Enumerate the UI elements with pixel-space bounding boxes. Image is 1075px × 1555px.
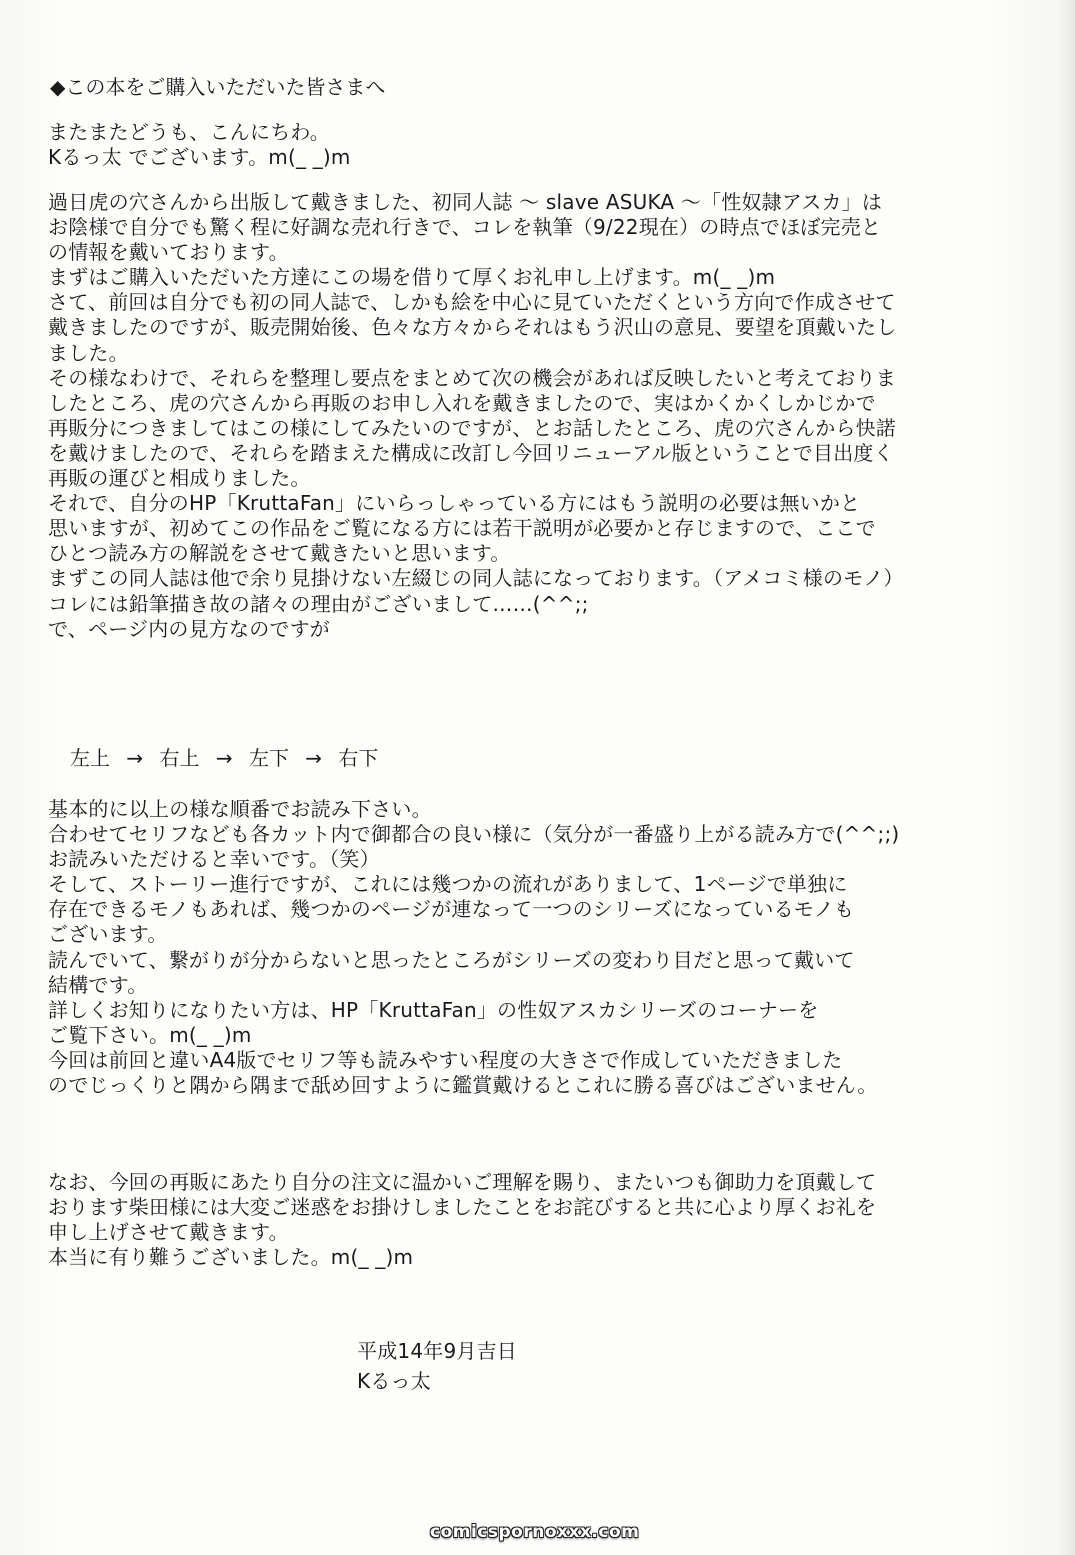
body-line: 詳しくお知りになりたい方は、HP「KruttaFan」の性奴アスカシリーズのコーナーを: [48, 997, 819, 1022]
greeting-block: [48, 120, 1008, 170]
signature-author: Kるっ太: [357, 1369, 431, 1393]
site-watermark: comicspornoxxx.com: [430, 1522, 640, 1542]
reading-order: 左上 → 右上 → 左下 → 右下: [70, 746, 379, 770]
body-line: で、ページ内の見方なのですが: [48, 616, 330, 641]
body-line: の情報を戴いております。: [48, 240, 289, 265]
body-line: まずはご購入いただいた方達にこの場を借りて厚くお礼申し上げます。m(_ _)m: [48, 265, 776, 290]
body-line: のでじっくりと隅から隅まで舐め回すように鑑賞戴けるとこれに勝る喜びはございません。: [48, 1073, 878, 1098]
body-line: それで、自分のHP「KruttaFan」にいらっしゃっている方にはもう説明の必要は無いかと: [48, 491, 861, 516]
body-line: を戴けましたので、それらを踏まえた構成に改訂し今回リニューアル版ということで目出度く: [48, 440, 894, 465]
body-line: まずこの同人誌は他で余り見掛けない左綴じの同人誌になっております。（アメコミ様のモノ）: [48, 566, 904, 591]
signature-date: 平成14年9月吉日: [357, 1339, 517, 1363]
body-line: お陰様で自分でも驚く程に好調な売れ行きで、コレを執筆（9/22現在）の時点でほぼ完売と: [48, 215, 882, 240]
greeting-line: またまたどうも、こんにちわ。: [48, 120, 330, 144]
body-line: 基本的に以上の様な順番でお読み下さい。: [48, 797, 432, 821]
body-line: お読みいただけると幸いです。（笑）: [48, 847, 380, 872]
page-edge-shadow: [1057, 0, 1075, 1555]
body-line: その様なわけで、それらを整理し要点をまとめて次の機会があれば反映したいと考えておりま: [48, 365, 896, 390]
body-line: そして、ストーリー進行ですが、これには幾つかの流れがありまして、1ページで単独に: [48, 872, 848, 897]
body-line: 合わせてセリフなども各カット内で御都合の良い様に（気分が一番盛り上がる読み方で(^^;;): [48, 822, 900, 847]
body-paragraph-2: [48, 797, 1008, 1098]
body-line: 結構です。: [48, 972, 148, 997]
body-line: 再販の運びと相成りました。: [48, 466, 311, 491]
body-line: 戴きましたのですが、販売開始後、色々な方々からそれはもう沢山の意見、要望を頂戴いたし: [48, 315, 897, 340]
body-line: 今回は前回と違いA4版でセリフ等も読みやすい程度の大きさで作成していただきました: [48, 1047, 843, 1072]
body-line: さて、前回は自分でも初の同人誌で、しかも絵を中心に見ていただくという方向で作成させて: [48, 290, 896, 315]
body-paragraph-1: [48, 190, 1008, 642]
greeting-line: Kるっ太 でございます。m(_ _)m: [48, 145, 351, 170]
body-line: ひとつ読み方の解説をさせて戴きたいと思います。: [48, 541, 511, 566]
page-heading: ◆この本をご購入いただいた皆さまへ: [50, 75, 386, 99]
body-line: おります柴田様には大変ご迷惑をお掛けしましたことをお詫びすると共に心より厚くお礼を: [48, 1195, 877, 1220]
body-line: したところ、虎の穴さんから再販のお申し入れを戴きましたので、実はかくかくしかじかで: [48, 390, 876, 415]
body-line: 存在できるモノもあれば、幾つかのページが連なって一つのシリーズになっているモノも: [48, 897, 855, 922]
body-line: 思いますが、初めてこの作品をご覧になる方には若干説明が必要かと存じますので、ここで: [48, 516, 876, 541]
body-line: ご覧下さい。m(_ _)m: [48, 1022, 252, 1047]
signature-block: [357, 1336, 657, 1396]
body-line: 本当に有り難うございました。m(_ _)m: [48, 1245, 414, 1270]
body-line: 再販分につきましてはこの様にしてみたいのですが、とお話したところ、虎の穴さんから快諾: [48, 415, 896, 440]
body-line: なお、今回の再販にあたり自分の注文に温かいご理解を賜り、またいつも御助力を頂戴して: [48, 1170, 877, 1194]
body-line: 申し上げさせて戴きます。: [48, 1220, 289, 1245]
body-line: ございます。: [48, 922, 168, 947]
body-line: ました。: [48, 340, 129, 365]
body-paragraph-3: [48, 1170, 1008, 1270]
body-line: 読んでいて、繋がりが分からないと思ったところがシリーズの変わり目だと思って戴いて: [48, 947, 855, 972]
body-line: コレには鉛筆描き故の諸々の理由がございまして……(^^;;: [48, 591, 589, 616]
body-line: 過日虎の穴さんから出版して戴きました、初同人誌 ～ slave ASUKA ～「性奴隷アスカ」は: [48, 190, 883, 214]
